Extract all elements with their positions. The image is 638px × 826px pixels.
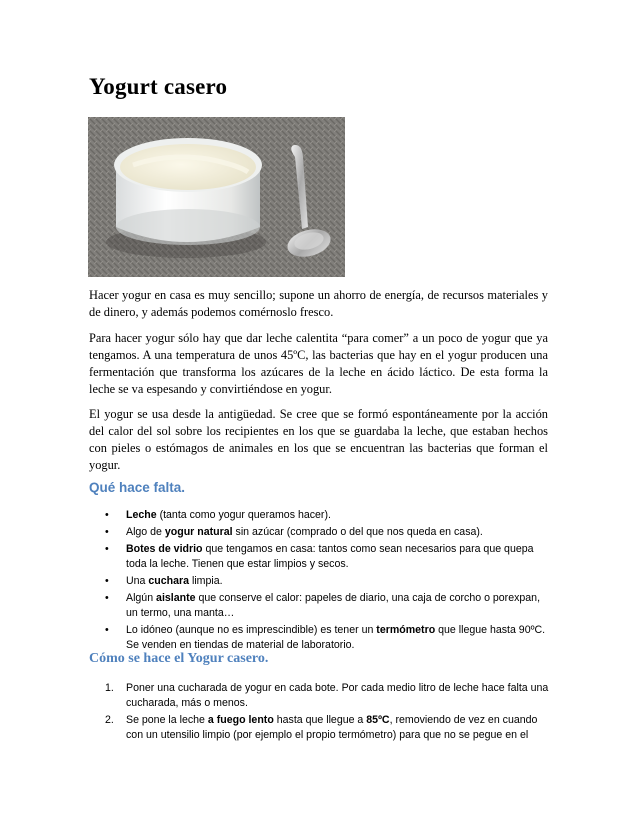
list-item: • Botes de vidrio que tengamos en casa: tantos como sean necesarios para que quepa toda la leche. Tienen que estar limpios y secos. — [105, 543, 534, 570]
list-item: • Algún aislante que conserve el calor: papeles de diario, una caja de corcho o porexpan, un termo, una manta… — [105, 592, 541, 619]
intro-paragraph: Hacer yogur en casa es muy sencillo; supone un ahorro de energía, de recursos materiales y de dinero, y además podemos comérnoslo fresco. — [89, 288, 548, 319]
bullet-icon: • — [105, 509, 109, 521]
step-item: 1. Poner una cucharada de yogur en cada bote. Por cada medio litro de leche hace falta una cucharada, más o menos. — [105, 682, 549, 709]
bullet-icon: • — [105, 575, 109, 587]
ingredients-list — [89, 508, 554, 655]
list-item: • Lo idóneo (aunque no es imprescindible) es tener un termómetro que llegue hasta 90ºC. Se venden en tiendas de material de laboratorio. — [105, 624, 546, 651]
bullet-icon: • — [105, 543, 109, 555]
step-number: 1. — [105, 682, 114, 694]
section-heading-how-to: Cómo se hace el Yogur casero. — [89, 651, 269, 666]
intro-paragraph: El yogur se usa desde la antigüedad. Se cree que se formó espontáneamente por la acción del calor del sol sobre los recipientes en los que se guardaba la leche, que estaban hechos con pieles o estómagos de animales en los que se encuentran las bacterias que forman el yogur. — [89, 407, 548, 472]
list-item: • Algo de yogur natural sin azúcar (comprado o del que nos queda en casa). — [105, 526, 483, 538]
intro-paragraph: Para hacer yogur sólo hay que dar leche calentita “para comer” a un poco de yogur que ya tengamos. A una temperatura de unos 45ºC, las bacterias que hay en el yogur producen una fermentación que transforma los azúcares de la leche en ácido láctico. De esta forma la leche se va espesando y convirtiéndose en yogur. — [89, 331, 548, 396]
page-title: Yogurt casero — [89, 74, 228, 99]
yogurt-photo — [88, 117, 345, 277]
list-item: • Leche (tanta como yogur queramos hacer). — [105, 509, 331, 521]
step-item: 2. Se pone la leche a fuego lento hasta que llegue a 85ºC, removiendo de vez en cuando con un utensilio limpio (por ejemplo el propio termómetro) para que no se pegue en el — [105, 714, 538, 741]
list-item: • Una cuchara limpia. — [105, 575, 223, 587]
section-heading-what-needed: Qué hace falta. — [89, 480, 186, 495]
step-number: 2. — [105, 714, 114, 726]
bullet-icon: • — [105, 624, 109, 636]
steps-list — [89, 681, 554, 745]
bullet-icon: • — [105, 592, 109, 604]
bullet-icon: • — [105, 526, 109, 538]
